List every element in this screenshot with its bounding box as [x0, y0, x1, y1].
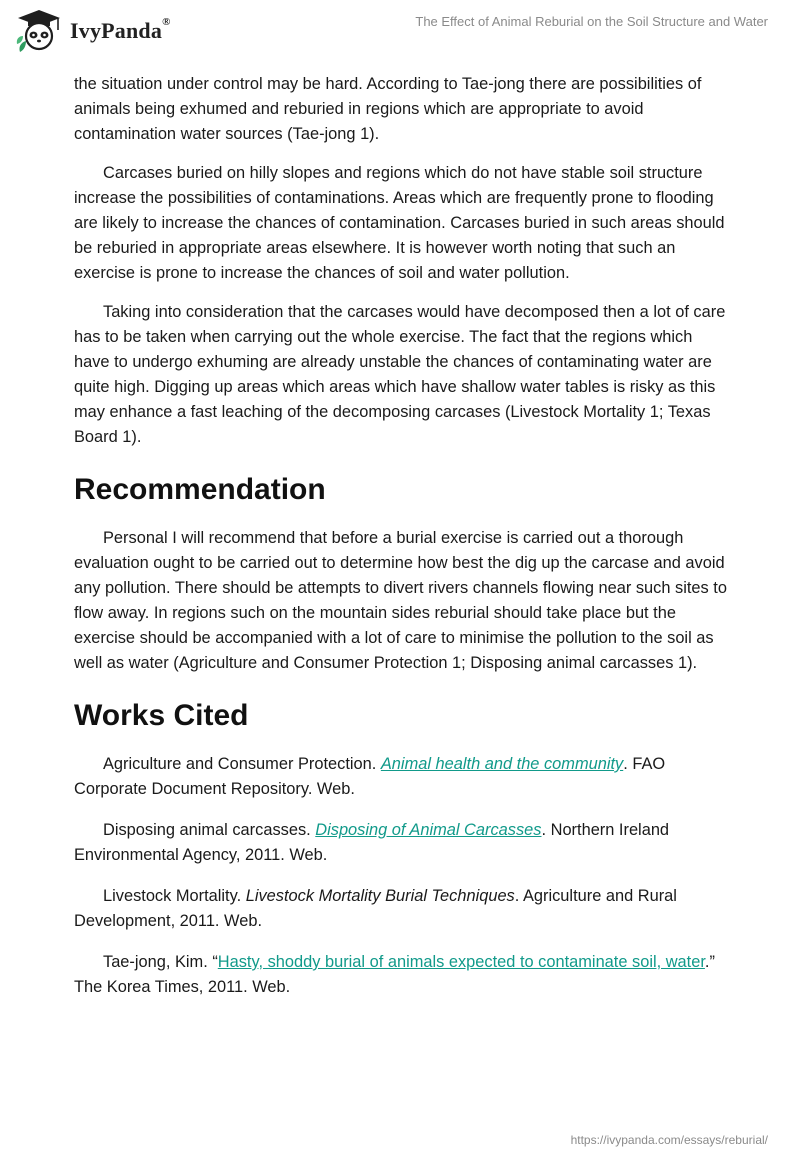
citation-entry: Agriculture and Consumer Protection. Animal health and the community. FAO Corporate Document Repository. Web. — [74, 755, 666, 798]
citation-entry: Disposing animal carcasses. Disposing of Animal Carcasses. Northern Ireland Environmental Agency, 2011. Web. — [74, 821, 670, 864]
paragraph: Carcases buried on hilly slopes and regions which do not have stable soil structure increase the possibilities of contaminations. Areas which are frequently prone to flooding are likely to increase the chances of contamination. Carcases buried in such areas should be reburied in appropriate areas elsewhere. It is however worth noting that such an exercise is prone to increase the chances of soil and water pollution. — [74, 164, 725, 282]
citation-link[interactable]: Animal health and the community — [380, 755, 624, 773]
paragraph: Taking into consideration that the carcases would have decomposed then a lot of care has to be taken when carrying out the whole exercise. The fact that the regions which have to undergo exhuming are already unstable the chances of contaminating water are quite high. Digging up areas which areas which have shallow water tables is risky as this may enhance a fast leaching of the decomposing carcases (Livestock Mortality 1; Texas Board 1). — [74, 303, 726, 446]
citation-entry: Livestock Mortality. Livestock Mortality Burial Techniques. Agriculture and Rural Development, 2011. Web. — [74, 887, 677, 930]
document-title: The Effect of Animal Reburial on the Soil Structure and Water — [415, 14, 768, 29]
citation-link[interactable]: Hasty, shoddy burial of animals expected to contaminate soil, water — [217, 953, 705, 971]
page-header — [0, 0, 800, 62]
citation-title: Livestock Mortality Burial Techniques — [245, 887, 515, 905]
recommendation-heading: Recommendation — [74, 473, 326, 506]
citation-link[interactable]: Disposing of Animal Carcasses — [315, 821, 542, 839]
recommendation-paragraph: Personal I will recommend that before a burial exercise is carried out a thorough evaluation ought to be carried out to determine how best the dig up the carcase and avoid any pollution. There should be attempts to divert rivers channels flowing near such sites to flow away. In regions such on the mountain sides reburial should take place but the exercise should be accompanied with a lot of care to minimise the pollution to the soil as well as water (Agriculture and Consumer Protection 1; Disposing animal carcasses 1). — [74, 529, 727, 672]
works-cited-heading: Works Cited — [74, 699, 249, 732]
panda-graduate-logo-icon — [14, 8, 64, 54]
ivypanda-logo[interactable] — [14, 8, 171, 54]
citation-entry: Tae-jong, Kim. “Hasty, shoddy burial of animals expected to contaminate soil, water.” The Korea Times, 2011. Web. — [74, 953, 715, 996]
paragraph-continuation: the situation under control may be hard. According to Tae-jong there are possibilities of animals being exhumed and reburied in regions which are appropriate to avoid contamination water sources (Tae-jong 1). — [74, 75, 702, 143]
source-url[interactable]: https://ivypanda.com/essays/reburial/ — [570, 1133, 768, 1147]
brand-name: IvyPanda® — [70, 16, 171, 43]
essay-content — [74, 72, 730, 1016]
